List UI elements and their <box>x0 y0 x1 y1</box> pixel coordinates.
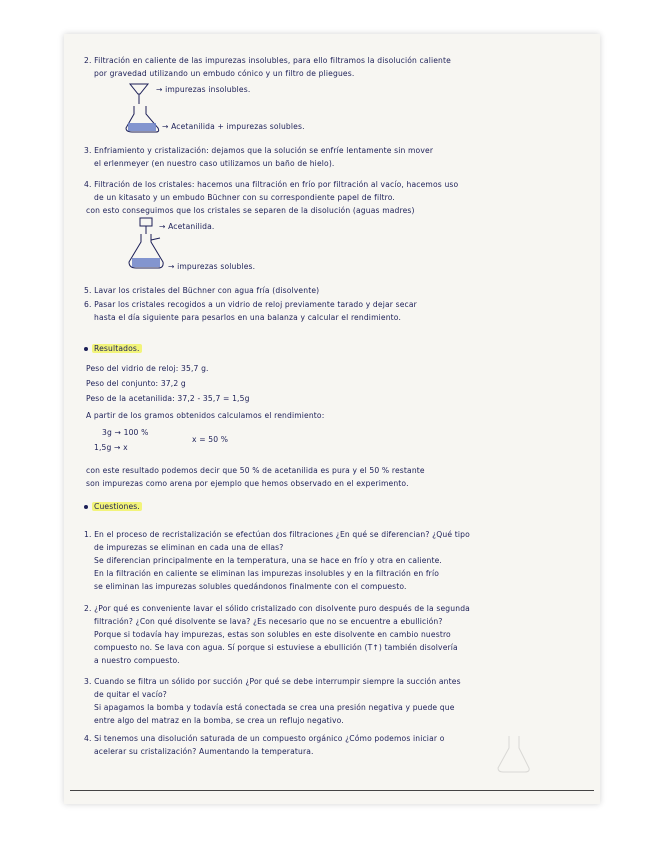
item4-line3: con esto conseguimos que los cristales se separen de la disolución (aguas madres) <box>86 206 415 215</box>
item4-line1: 4. Filtración de los cristales: hacemos una filtración en frío por filtración al vacío, hacemos uso <box>84 180 459 189</box>
q2-answer1: Porque si todavía hay impurezas, estas son solubles en este disolvente en cambio nuestro <box>94 630 451 639</box>
peso-conjunto: Peso del conjunto: 37,2 g <box>86 379 186 388</box>
q1-answer3: se eliminan las impurezas solubles quedándonos finalmente con el compuesto. <box>94 582 407 591</box>
peso-acetanilida: Peso de la acetanilida: 37,2 - 35,7 = 1,5g <box>86 394 250 403</box>
q3-answer1: Si apagamos la bomba y todavía está conectada se crea una presión negativa y puede que <box>94 703 455 712</box>
q2-line1: 2. ¿Por qué es conveniente lavar el sólido cristalizado con disolvente puro después de la segunda <box>84 604 470 613</box>
q1-line2: de impurezas se eliminan en cada una de ellas? <box>94 543 284 552</box>
q1-answer1: Se diferencian principalmente en la temperatura, una se hace en frío y otra en caliente. <box>94 556 442 565</box>
q1-answer2: En la filtración en caliente se eliminan las impurezas insolubles y en la filtración en frío <box>94 569 439 578</box>
q2-answer3: a nuestro compuesto. <box>94 656 180 665</box>
item2-line1: 2. Filtración en caliente de las impurezas insolubles, para ello filtramos la disolución caliente <box>84 56 451 65</box>
bullet-icon <box>84 505 88 509</box>
q4-line1: 4. Si tenemos una disolución saturada de un compuesto orgánico ¿Cómo podemos iniciar o <box>84 734 445 743</box>
q2-answer2: compuesto no. Se lava con agua. Sí porque si estuviese a ebullición (T↑) también disolvería <box>94 643 458 652</box>
q4-line2: acelerar su cristalización? Aumentando la temperatura. <box>94 747 314 756</box>
q1-line1: 1. En el proceso de recristalización se efectúan dos filtraciones ¿En qué se diferencian? ¿Qué tipo <box>84 530 470 539</box>
cuestiones-heading: Cuestiones. <box>84 502 142 512</box>
q2-line2: filtración? ¿Con qué disolvente se lava? ¿Es necesario que no se encuentre a ebullición? <box>94 617 443 626</box>
item6-line1: 6. Pasar los cristales recogidos a un vidrio de reloj previamente tarado y dejar secar <box>84 300 417 309</box>
bullet-icon <box>84 347 88 351</box>
item2-line2: por gravedad utilizando un embudo cónico y un filtro de pliegues. <box>94 69 355 78</box>
q3-answer2: entre algo del matraz en la bomba, se crea un reflujo negativo. <box>94 716 344 725</box>
item4-label-bottom: → impurezas solubles. <box>168 262 256 271</box>
item3-line2: el erlenmeyer (en nuestro caso utilizamos un baño de hielo). <box>94 159 335 168</box>
notebook-page <box>64 34 600 804</box>
ghost-flask-icon <box>494 734 534 774</box>
page-bottom-rule <box>70 790 594 791</box>
rule-of-three-1: 3g → 100 % <box>102 428 149 437</box>
item6-line2: hasta el día siguiente para pesarlos en una balanza y calcular el rendimiento. <box>94 313 402 322</box>
item2-label-top: → impurezas insolubles. <box>156 85 251 94</box>
rendimiento-intro: A partir de los gramos obtenidos calculamos el rendimiento: <box>86 411 325 420</box>
resultados-heading: Resultados. <box>84 344 142 354</box>
conclusion-line1: con este resultado podemos decir que 50 % de acetanilida es pura y el 50 % restante <box>86 466 425 475</box>
item4-line2: de un kitasato y un embudo Büchner con su correspondiente papel de filtro. <box>94 193 395 202</box>
q3-line2: de quitar el vacío? <box>94 690 167 699</box>
conclusion-line2: son impurezas como arena por ejemplo que hemos observado en el experimento. <box>86 479 409 488</box>
rule-of-three-result: x = 50 % <box>192 435 229 444</box>
item3-line1: 3. Enfriamiento y cristalización: dejamos que la solución se enfríe lentamente sin mover <box>84 146 434 155</box>
item4-label-top: → Acetanilida. <box>159 222 215 231</box>
q3-line1: 3. Cuando se filtra un sólido por succión ¿Por qué se debe interrumpir siempre la succión antes <box>84 677 461 686</box>
item2-label-bottom: → Acetanilida + impurezas solubles. <box>162 122 305 131</box>
rule-of-three-2: 1,5g → x <box>94 443 128 452</box>
peso-vidrio: Peso del vidrio de reloj: 35,7 g. <box>86 364 209 373</box>
item5: 5. Lavar los cristales del Büchner con agua fría (disolvente) <box>84 286 320 295</box>
